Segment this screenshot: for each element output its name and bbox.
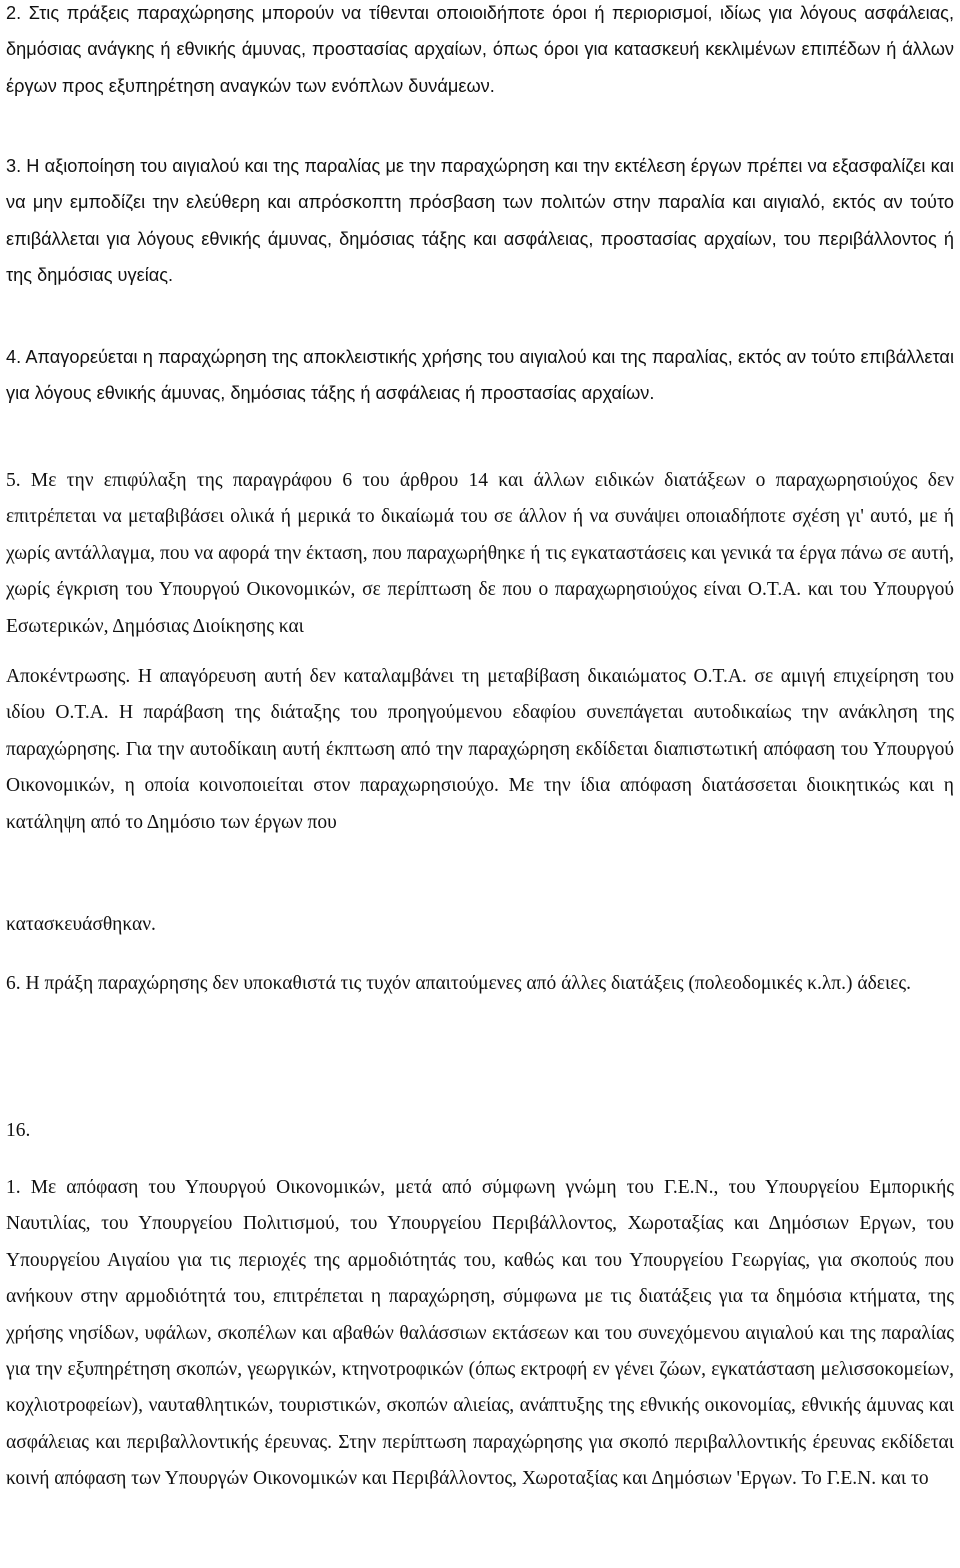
paragraph-5-part-3: κατασκευάσθηκαν. xyxy=(6,914,156,935)
paragraph-2: 2. Στις πράξεις παραχώρησης μπορούν να τίθενται οποιοιδήποτε όροι ή περιορισμοί, ιδίως για λόγους ασφάλειας, δημόσιας ανάγκης ή εθνικής άμυνας, προστασίας αρχαίων, όπως όροι για κατασκευή κεκλιμένων επιπέδων ή άλλων έργων προς εξυπηρέτηση αναγκών των ενόπλων δυνάμεων. xyxy=(6,3,954,96)
section-number: 16. xyxy=(6,1120,31,1141)
paragraph-3: 3. Η αξιοποίηση του αιγιαλού και της παραλίας με την παραχώρηση και την εκτέλεση έργων πρέπει να εξασφαλίζει και να μην εμποδίζει την ελεύθερη και απρόσκοπτη πρόσβαση των πολιτών στην παραλία και αιγιαλό, εκτός αν τούτο επιβάλλεται για λόγους εθνικής άμυνας, δημόσιας τάξης και ασφάλειας, προστασίας αρχαίων, του περιβάλλοντος ή της δημόσιας υγείας. xyxy=(6,156,954,286)
paragraph-4: 4. Απαγορεύεται η παραχώρηση της αποκλειστικής χρήσης του αιγιαλού και της παραλίας, εκτός αν τούτο επιβάλλεται για λόγους εθνικής άμυνας, δημόσιας τάξης ή ασφάλειας ή προστασίας αρχαίων. xyxy=(6,347,954,404)
paragraph-5-part-1: 5. Με την επιφύλαξη της παραγράφου 6 του άρθρου 14 και άλλων ειδικών διατάξεων ο παραχωρησιούχος δεν επιτρέπεται να μεταβιβάσει ολικά ή μερικά το δικαίωμά του σε άλλον ή να συνάψει οποιαδήποτε σχέση γι' αυτό, με ή χωρίς αντάλλαγμα, που να αφορά την έκταση, που παραχωρήθηκε ή τις εγκαταστάσεις και γενικά τα έργα πάνω σε αυτή, χωρίς έγκριση του Υπουργού Οικονομικών, σε περίπτωση δε που ο παραχωρησιούχος είναι Ο.Τ.Α. και του Υπουργού Εσωτερικών, Δημόσιας Διοίκησης και xyxy=(6,470,954,637)
paragraph-6: 6. Η πράξη παραχώρησης δεν υποκαθιστά τις τυχόν απαιτούμενες από άλλες διατάξεις (πολεοδομικές κ.λπ.) άδειες. xyxy=(6,973,912,994)
section-16-paragraph-1: 1. Με απόφαση του Υπουργού Οικονομικών, μετά από σύμφωνη γνώμη του Γ.Ε.Ν., του Υπουργείου Εμπορικής Ναυτιλίας, του Υπουργείου Πολιτισμού, του Υπουργείου Περιβάλλοντος, Χωροταξίας και Δημόσιων Εργων, του Υπουργείου Αιγαίου για τις περιοχές της αρμοδιότητάς του, καθώς και του Υπουργείου Γεωργίας, για σκοπούς που ανήκουν στην αρμοδιότητά του, επιτρέπεται η παραχώρηση, σύμφωνα με τις διατάξεις για τα δημόσια κτήματα, της χρήσης νησίδων, υφάλων, σκοπέλων και αβαθών θαλάσσιων εκτάσεων και του συνεχόμενου αιγιαλού και της παραλίας για την εξυπηρέτηση σκοπών, γεωργικών, κτηνοτροφικών (όπως εκτροφή εν γένει ζώων, εγκατάσταση μελισσοκομείων, κοχλιοτροφείων), ναυταθλητικών, τουριστικών, σκοπών αλιείας, ανάπτυξης της εθνικής οικονομίας, εθνικής άμυνας και ασφάλειας και περιβαλλοντικής έρευνας. Στην περίπτωση παραχώρησης για σκοπό περιβαλλοντικής έρευνας εκδίδεται κοινή απόφαση των Υπουργών Οικονομικών και Περιβάλλοντος, Χωροταξίας και Δημόσιων 'Εργων. Το Γ.Ε.Ν. και το xyxy=(6,1177,954,1490)
paragraph-5-part-2: Αποκέντρωσης. Η απαγόρευση αυτή δεν καταλαμβάνει τη μεταβίβαση δικαιώματος Ο.Τ.Α. σε αμιγή επιχείρηση του ιδίου Ο.Τ.Α. Η παράβαση της διάταξης του προηγούμενου εδαφίου συνεπάγεται αυτοδικαίως την ανάκληση της παραχώρησης. Για την αυτοδίκαιη αυτή έκπτωση από την παραχώρηση εκδίδεται διαπιστωτική απόφαση του Υπουργού Οικονομικών, η οποία κοινοποιείται στον παραχωρησιούχο. Με την ίδια απόφαση διατάσσεται διοικητικώς και η κατάληψη από το Δημόσιο των έργων που xyxy=(6,666,954,833)
